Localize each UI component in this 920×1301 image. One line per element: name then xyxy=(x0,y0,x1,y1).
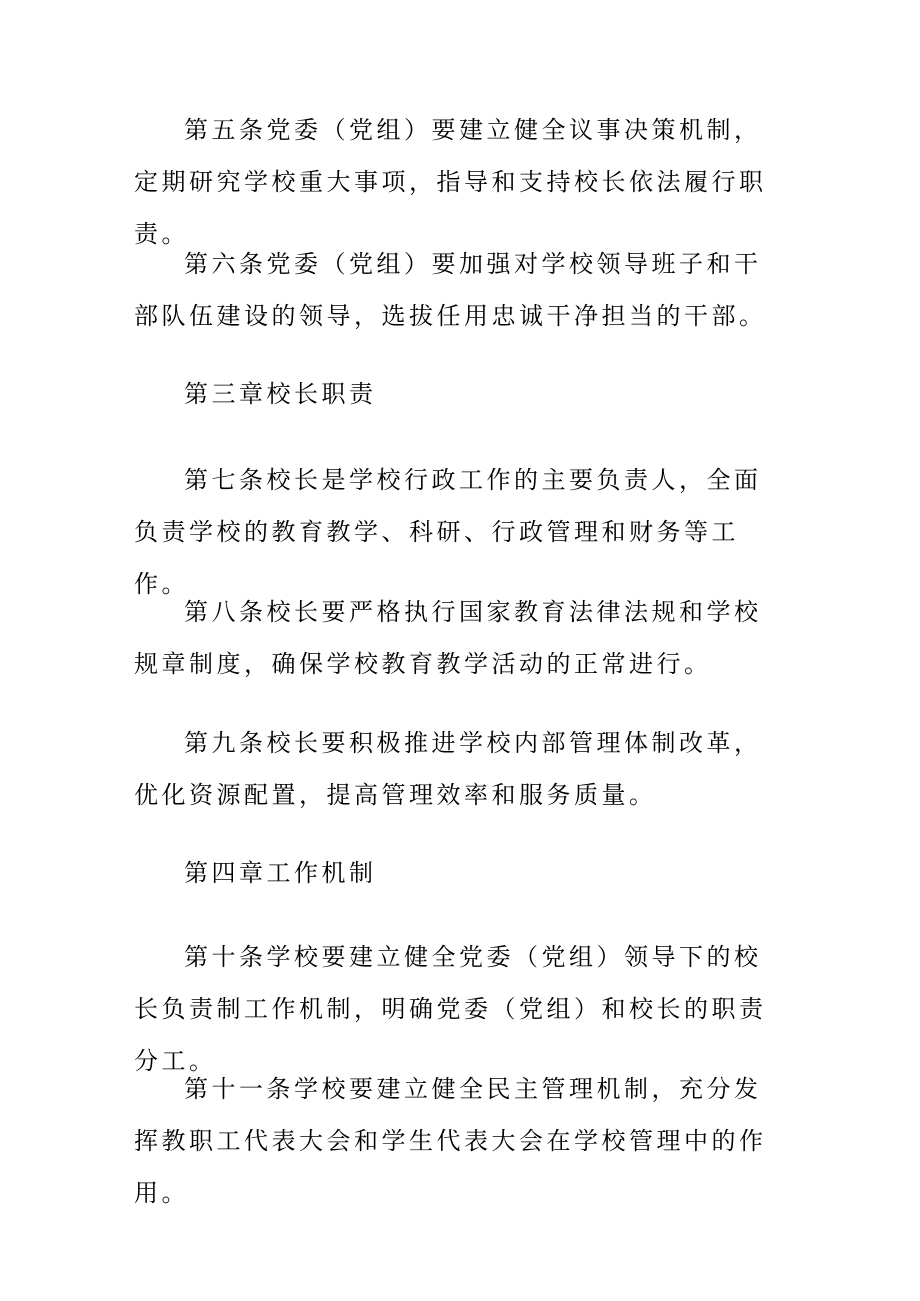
chapter-4-heading: 第四章工作机制 xyxy=(184,859,377,887)
article-6-paragraph: 第六条党委（党组）要加强对学校领导班子和干部队伍建设的领导，选拔任用忠诚干净担当的干部。 xyxy=(134,250,767,330)
article-5-paragraph: 第五条党委（党组）要建立健全议事决策机制，定期研究学校重大事项，指导和支持校长依法履行职责。 xyxy=(134,116,767,248)
chapter-3-heading: 第三章校长职责 xyxy=(184,380,377,408)
article-8-paragraph: 第八条校长要严格执行国家教育法律法规和学校规章制度，确保学校教育教学活动的正常进行。 xyxy=(134,598,762,678)
article-10-paragraph: 第十条学校要建立健全党委（党组）领导下的校长负责制工作机制，明确党委（党组）和校长的职责分工。 xyxy=(134,943,767,1075)
article-11-paragraph: 第十一条学校要建立健全民主管理机制，充分发挥教职工代表大会和学生代表大会在学校管理中的作用。 xyxy=(134,1075,767,1207)
article-7-paragraph: 第七条校长是学校行政工作的主要负责人，全面负责学校的教育教学、科研、行政管理和财务等工作。 xyxy=(134,466,762,598)
article-9-paragraph: 第九条校长要积极推进学校内部管理体制改革，优化资源配置，提高管理效率和服务质量。 xyxy=(134,729,762,809)
